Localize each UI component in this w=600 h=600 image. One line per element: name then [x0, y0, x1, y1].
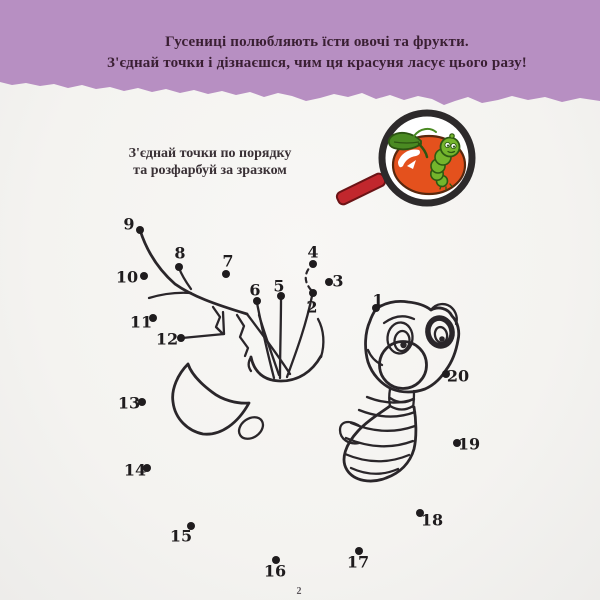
dot-label-8: 8: [174, 243, 186, 263]
dot-label-16: 16: [263, 561, 287, 581]
dot-label-19: 19: [457, 434, 481, 454]
dot-label-3: 3: [332, 271, 344, 291]
dot-label-13: 13: [117, 393, 141, 413]
dot-10: [140, 272, 148, 280]
dot-label-6: 6: [249, 280, 261, 300]
dot-label-2: 2: [306, 297, 318, 317]
dot-label-7: 7: [222, 251, 234, 271]
dot-label-17: 17: [346, 552, 370, 572]
dot-label-15: 15: [169, 526, 193, 546]
dot-9: [136, 226, 144, 234]
page-number: 2: [296, 586, 302, 597]
dot-label-4: 4: [307, 242, 319, 262]
instruction-line2: та розфарбуй за зразком: [133, 163, 287, 178]
dot-label-18: 18: [420, 510, 444, 530]
dot-label-1: 1: [372, 290, 384, 310]
dot-label-12: 12: [155, 329, 179, 349]
dot-label-5: 5: [273, 276, 285, 296]
instruction-line1: З'єднай точки по порядку: [128, 146, 292, 161]
dot-label-11: 11: [129, 312, 153, 332]
header-text-line2: З'єднай точки і дізнаєшся, чим ця красуня ласує цього разу!: [107, 55, 527, 71]
dot-label-10: 10: [115, 267, 139, 287]
dot-label-9: 9: [123, 214, 135, 234]
dot-7: [222, 270, 230, 278]
header-text-line1: Гусениці полюбляють їсти овочі та фрукти.: [165, 34, 469, 50]
dot-label-14: 14: [123, 460, 147, 480]
dot-label-20: 20: [446, 366, 470, 386]
dot-2: [309, 289, 317, 297]
dot-8: [175, 263, 183, 271]
dot-12: [177, 334, 185, 342]
